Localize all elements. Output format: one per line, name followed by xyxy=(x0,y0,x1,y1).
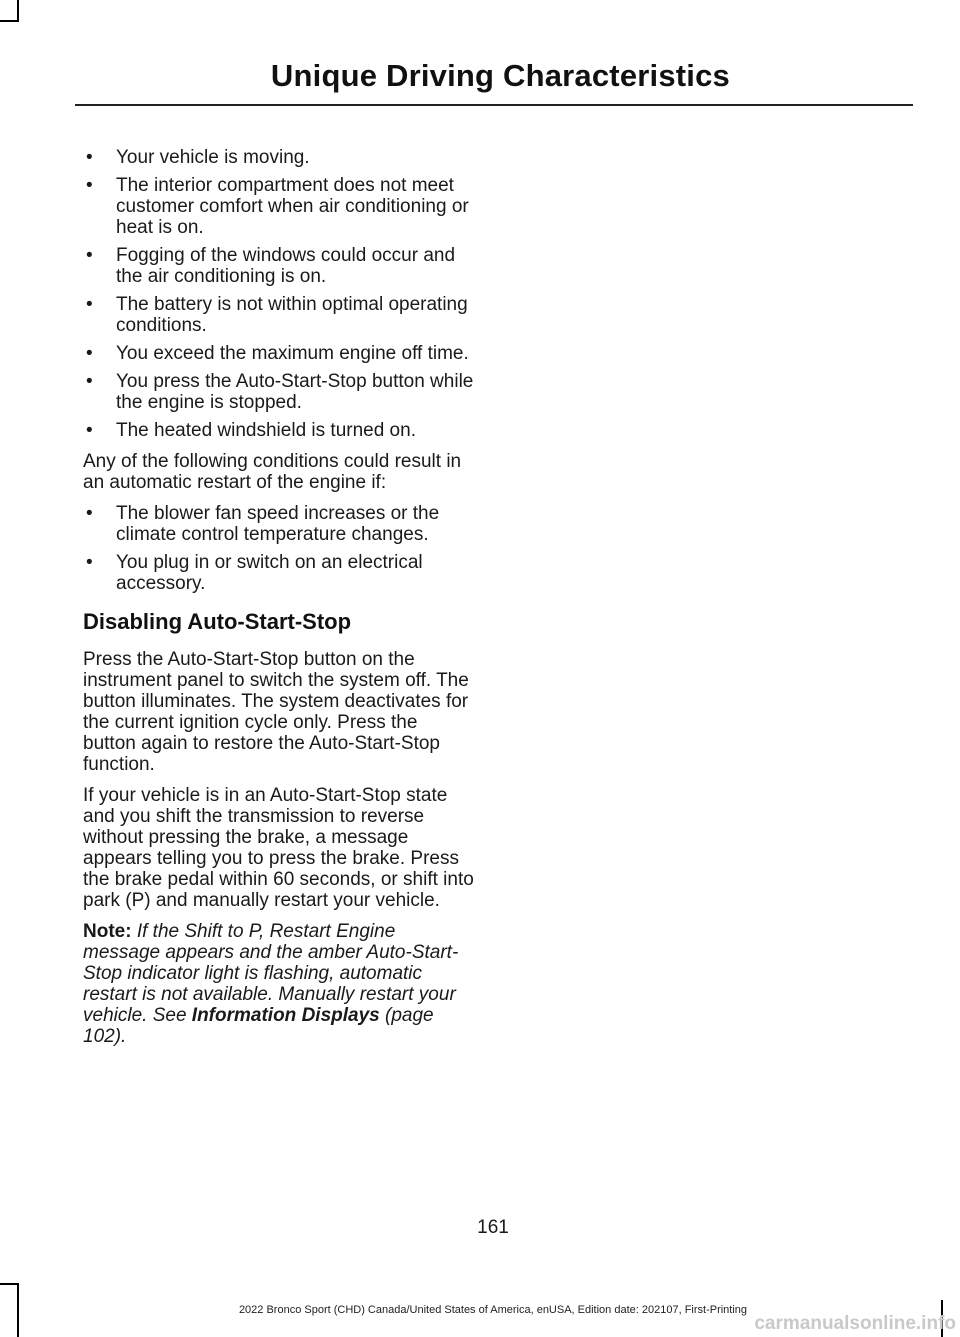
list-item: • You plug in or switch on an electrical accessory. xyxy=(83,552,475,594)
restart-list xyxy=(83,503,475,594)
list-item: • The interior compartment does not meet customer comfort when air conditioning or heat is on. xyxy=(83,175,475,238)
list-item: • You press the Auto-Start-Stop button while the engine is stopped. xyxy=(83,371,475,413)
note-text: If the Shift to P, Restart Engine message appears and the amber Auto-Start-Stop indicator light is flashing, automatic restart is not available. Manually restart your vehicle. See xyxy=(83,921,459,1026)
cross-reference-link[interactable]: Information Displays xyxy=(191,1005,380,1026)
crop-mark-top-left-h xyxy=(0,20,19,22)
list-item: • You exceed the maximum engine off time. xyxy=(83,343,475,364)
section-heading: Disabling Auto-Start-Stop xyxy=(83,609,352,634)
list-item: • The heated windshield is turned on. xyxy=(83,420,475,441)
crop-mark-top-left-v xyxy=(17,0,19,22)
main-column xyxy=(83,147,475,1057)
reverse-paragraph: If your vehicle is in an Auto-Start-Stop state and you shift the transmission to reverse without pressing the brake, a message appears telling you to press the brake. Press the brake pedal within 60 seconds, or shift into park (P) and manually restart your vehicle. xyxy=(83,785,474,911)
header-rule xyxy=(75,104,913,106)
crop-mark-bottom-left-h xyxy=(0,1283,19,1285)
disable-paragraph: Press the Auto-Start-Stop button on the instrument panel to switch the system off. The button illuminates. The system deactivates for the current ignition cycle only. Press the button again to restore the Auto-Start-Stop function. xyxy=(83,649,469,775)
restart-conditions-paragraph: Any of the following conditions could result in an automatic restart of the engine if: xyxy=(83,451,462,493)
list-item: • Fogging of the windows could occur and the air conditioning is on. xyxy=(83,245,475,287)
list-item: • The blower fan speed increases or the climate control temperature changes. xyxy=(83,503,475,545)
note-paragraph xyxy=(83,921,475,1047)
list-item: • Your vehicle is moving. xyxy=(83,147,475,168)
page-reference: (page 102). xyxy=(83,1005,434,1047)
page-number: 161 xyxy=(477,1217,509,1238)
watermark: carmanualsonline.info xyxy=(754,1313,956,1334)
footer-text: 2022 Bronco Sport (CHD) Canada/United States of America, enUSA, Edition date: 202107, First-Printing xyxy=(238,1304,748,1316)
list-item: • The battery is not within optimal operating conditions. xyxy=(83,294,475,336)
conditions-list xyxy=(83,147,475,441)
note-label: Note: xyxy=(83,921,132,942)
page-title: Unique Driving Characteristics xyxy=(270,58,730,93)
